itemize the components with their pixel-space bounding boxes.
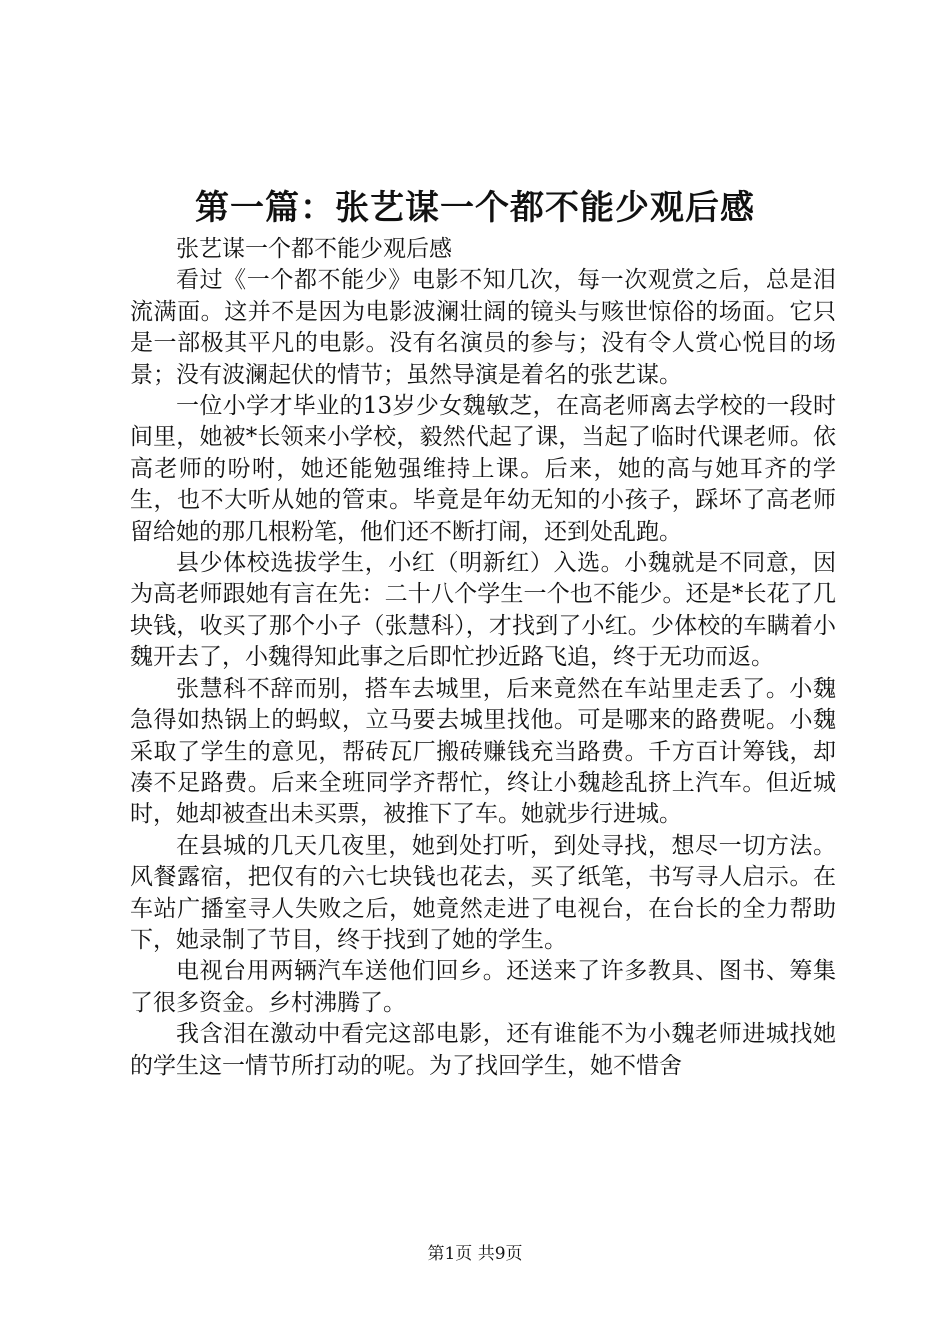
paragraph: 县少体校选拔学生，小红（明新红）入选。小魏就是不同意，因为高老师跟她有言在先：二十八个学生一个也不能少。还是*长花了几块钱，收买了那个小子（张慧科），才找到了小红。少体校的车瞒着小魏开去了，小魏得知此事之后即忙抄近路飞追，终于无功而返。 [130, 550, 836, 671]
paragraph: 看过《一个都不能少》电影不知几次，每一次观赏之后，总是泪流满面。这并不是因为电影波澜壮阔的镜头与赅世惊俗的场面。它只是一部极其平凡的电影。没有名演员的参与；没有令人赏心悦目的场景；没有波澜起伏的情节；虽然导演是着名的张艺谋。 [130, 267, 836, 388]
page-number-footer: 第1页 共9页 [427, 1244, 523, 1264]
paragraph: 电视台用两辆汽车送他们回乡。还送来了许多教具、图书、筹集了很多资金。乡村沸腾了。 [130, 958, 836, 1016]
paragraph: 一位小学才毕业的13岁少女魏敏芝，在高老师离去学校的一段时间里，她被*长领来小学校，毅然代起了课，当起了临时代课老师。依高老师的吩咐，她还能勉强维持上课。后来，她的高与她耳齐的学生，也不大听从她的管束。毕竟是年幼无知的小孩子，踩坏了高老师留给她的那几根粉笔，他们还不断打闹，还到处乱跑。 [130, 393, 836, 545]
document-body [130, 234, 836, 1082]
paragraph: 在县城的几天几夜里，她到处打听，到处寻找，想尽一切方法。风餐露宿，把仅有的六七块钱也花去，买了纸笔，书写寻人启示。在车站广播室寻人失败之后，她竟然走进了电视台，在台长的全力帮助下，她录制了节目，终于找到了她的学生。 [130, 832, 836, 953]
paragraph: 我含泪在激动中看完这部电影，还有谁能不为小魏老师进城找她的学生这一情节所打动的呢。为了找回学生，她不惜舍 [130, 1021, 836, 1079]
paragraph: 张慧科不辞而别，搭车去城里，后来竟然在车站里走丢了。小魏急得如热锅上的蚂蚁，立马要去城里找他。可是哪来的路费呢。小魏采取了学生的意见，帮砖瓦厂搬砖赚钱充当路费。千方百计筹钱，却凑不足路费。后来全班同学齐帮忙，终让小魏趁乱挤上汽车。但近城时，她却被查出未买票，被推下了车。她就步行进城。 [130, 675, 836, 828]
paragraph-subtitle: 张艺谋一个都不能少观后感 [176, 236, 452, 262]
document-title: 第一篇：张艺谋一个都不能少观后感 [195, 188, 755, 228]
